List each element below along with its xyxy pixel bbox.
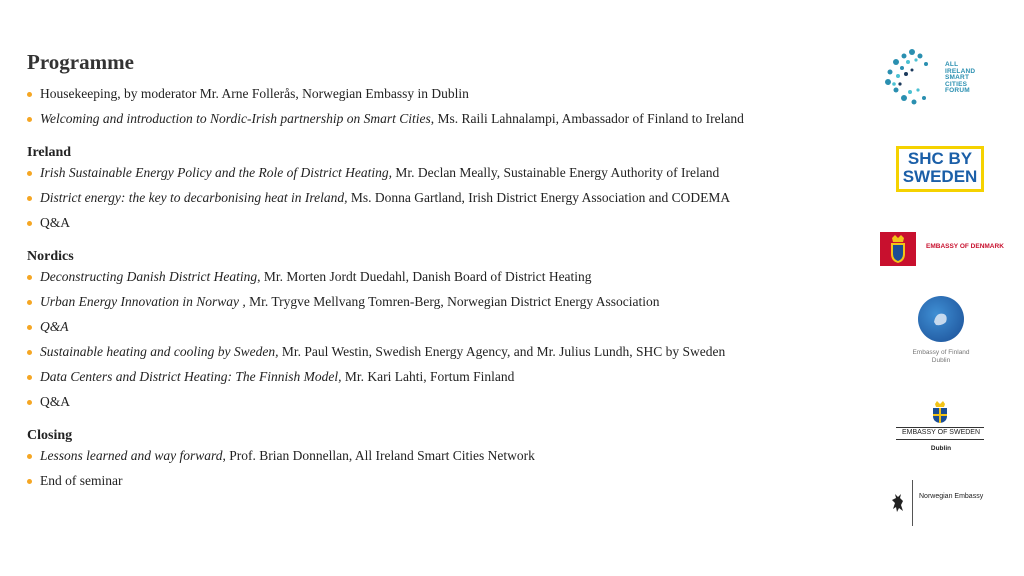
list-item bbox=[27, 319, 827, 335]
lion-icon bbox=[918, 296, 964, 342]
finland-line: Embassy of Finland bbox=[912, 349, 970, 356]
item-text: Ms. Donna Gartland, Irish District Energy Association and CODEMA bbox=[347, 190, 731, 205]
sweden-city: Dublin bbox=[930, 445, 952, 452]
list-item bbox=[27, 473, 827, 489]
item-text: Q&A bbox=[40, 394, 70, 409]
norway-divider bbox=[912, 480, 913, 526]
embassy-of-finland-logo bbox=[876, 292, 1006, 372]
item-text: Mr. Declan Meally, Sustainable Energy Authority of Ireland bbox=[391, 165, 720, 180]
list-item bbox=[27, 448, 827, 464]
item-text: Q&A bbox=[40, 215, 70, 230]
finland-emblem-icon bbox=[918, 296, 964, 342]
closing-list bbox=[27, 448, 827, 489]
item-italic: Irish Sustainable Energy Policy and the Role of District Heating, bbox=[40, 165, 392, 180]
section-heading-ireland: Ireland bbox=[27, 145, 72, 160]
item-italic: Deconstructing Danish District Heating bbox=[40, 269, 258, 284]
finland-line: Dublin bbox=[931, 357, 951, 364]
norway-lion-icon bbox=[889, 492, 907, 514]
smart-line: ALL bbox=[945, 61, 959, 68]
crown-shield-icon bbox=[880, 232, 916, 266]
item-italic: Q&A bbox=[40, 319, 69, 334]
sweden-rule bbox=[896, 427, 984, 428]
item-italic: Data Centers and District Heating: The Finnish Model, bbox=[40, 369, 342, 384]
norwegian-embassy-logo bbox=[876, 476, 1006, 530]
finland-label bbox=[876, 349, 1006, 365]
page-title: Programme bbox=[27, 50, 134, 74]
item-text: End of seminar bbox=[40, 473, 123, 488]
embassy-of-denmark-logo bbox=[876, 228, 1006, 268]
item-italic: Welcoming and introduction to Nordic-Irish partnership on Smart Cities bbox=[40, 111, 431, 126]
shc-line: SWEDEN bbox=[902, 167, 978, 186]
item-text: , Prof. Brian Donnellan, All Ireland Smart Cities Network bbox=[222, 448, 535, 463]
item-text: , Mr. Morten Jordt Duedahl, Danish Board of District Heating bbox=[257, 269, 592, 284]
shc-wordmark bbox=[899, 150, 981, 186]
smart-line: FORUM bbox=[945, 87, 970, 95]
section-heading-closing: Closing bbox=[27, 428, 73, 443]
list-item bbox=[27, 165, 827, 181]
smart-line: SMART bbox=[945, 74, 970, 82]
list-item bbox=[27, 86, 827, 102]
sweden-crest-icon bbox=[931, 400, 949, 424]
item-text: Mr. Trygve Mellvang Tomren-Berg, Norwegian District Energy Association bbox=[245, 294, 660, 309]
list-item bbox=[27, 215, 827, 231]
section-heading-nordics: Nordics bbox=[27, 249, 74, 264]
list-item bbox=[27, 190, 827, 206]
item-text: , Ms. Raili Lahnalampi, Ambassador of Finland to Ireland bbox=[430, 111, 744, 126]
nordics-list bbox=[27, 269, 827, 410]
denmark-label: EMBASSY OF DENMARK bbox=[926, 243, 1004, 250]
list-item bbox=[27, 394, 827, 410]
norway-label: Norwegian Embassy bbox=[919, 493, 984, 500]
list-item bbox=[27, 344, 827, 360]
sweden-rule bbox=[896, 439, 984, 440]
list-item bbox=[27, 294, 827, 310]
smart-line: CITIES bbox=[945, 80, 968, 88]
programme-content bbox=[27, 50, 827, 498]
ireland-list bbox=[27, 165, 827, 231]
shc-by-sweden-logo bbox=[896, 146, 984, 192]
embassy-of-sweden-logo bbox=[876, 400, 1006, 456]
denmark-crest-icon bbox=[880, 232, 916, 266]
item-italic: Lessons learned and way forward bbox=[40, 448, 223, 463]
item-italic: District energy: the key to decarbonising heat in Ireland, bbox=[40, 190, 348, 205]
item-text: Mr. Paul Westin, Swedish Energy Agency, and Mr. Julius Lundh, SHC by Sweden bbox=[278, 344, 726, 359]
item-italic: Sustainable heating and cooling by Sweden, bbox=[40, 344, 279, 359]
intro-list bbox=[27, 86, 827, 127]
item-italic: Urban Energy Innovation in Norway , bbox=[40, 294, 246, 309]
smart-cities-wordmark bbox=[945, 62, 975, 95]
list-item bbox=[27, 369, 827, 385]
dots-cluster-icon bbox=[876, 44, 946, 114]
shc-line: SHC BY bbox=[907, 149, 973, 168]
smart-line: IRELAND bbox=[945, 67, 976, 75]
list-item bbox=[27, 269, 827, 285]
item-text: Mr. Kari Lahti, Fortum Finland bbox=[341, 369, 515, 384]
list-item bbox=[27, 111, 827, 127]
item-text: Housekeeping, by moderator Mr. Arne Follerås, Norwegian Embassy in Dublin bbox=[40, 86, 469, 101]
all-ireland-smart-cities-logo bbox=[876, 40, 1006, 120]
sweden-label: EMBASSY OF SWEDEN bbox=[901, 429, 981, 436]
